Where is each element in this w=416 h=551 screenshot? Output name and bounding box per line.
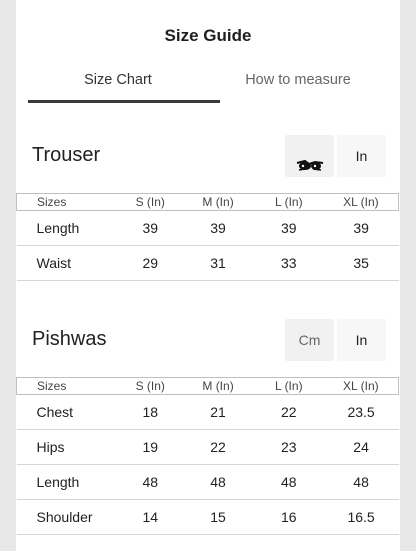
cell-m: 22: [182, 430, 254, 465]
trouser-unit-option-1[interactable]: [285, 135, 334, 177]
cell-m: 39: [182, 211, 254, 246]
header-s: S (In): [118, 194, 182, 211]
pishwas-size-table: [16, 377, 399, 535]
table-row: [17, 500, 399, 535]
trouser-size-table: [16, 193, 399, 281]
table-header-row: [17, 194, 399, 211]
cell-l: 48: [254, 465, 324, 500]
cell-m: 31: [182, 246, 254, 281]
cell-m: 15: [182, 500, 254, 535]
cell-m: 48: [182, 465, 254, 500]
row-label: Waist: [17, 246, 119, 281]
cell-xl: 35: [324, 246, 399, 281]
cell-m: 21: [182, 395, 254, 430]
active-tab-indicator: [28, 100, 220, 103]
page-title: Size Guide: [164, 26, 252, 45]
cell-s: 19: [118, 430, 182, 465]
left-gutter: [0, 0, 16, 551]
header-s: S (In): [118, 378, 182, 395]
pishwas-unit-cm[interactable]: Cm: [285, 319, 334, 361]
size-guide-panel: [16, 0, 400, 551]
row-label: Shoulder: [17, 500, 119, 535]
cell-l: 23: [254, 430, 324, 465]
trouser-title: Trouser: [32, 144, 101, 166]
row-label: Hips: [17, 430, 119, 465]
cell-xl: 48: [324, 465, 399, 500]
cell-s: 29: [118, 246, 182, 281]
tab-bar: [28, 62, 388, 104]
table-row: [17, 430, 399, 465]
header-sizes: Sizes: [17, 194, 119, 211]
cell-xl: 23.5: [324, 395, 399, 430]
cell-l: 33: [254, 246, 324, 281]
header-m: M (In): [182, 194, 254, 211]
cell-l: 16: [254, 500, 324, 535]
row-label: Chest: [17, 395, 119, 430]
cell-s: 14: [118, 500, 182, 535]
table-row: [17, 211, 399, 246]
right-gutter: [400, 0, 416, 551]
pishwas-unit-toggle: [285, 319, 383, 361]
row-label: Length: [17, 211, 119, 246]
tab-size-chart[interactable]: Size Chart: [84, 72, 152, 88]
header-l: L (In): [254, 194, 324, 211]
header-xl: XL (In): [324, 378, 399, 395]
cell-s: 18: [118, 395, 182, 430]
header-xl: XL (In): [324, 194, 399, 211]
trouser-unit-toggle: [285, 135, 383, 177]
cell-s: 39: [118, 211, 182, 246]
table-header-row: [17, 378, 399, 395]
cell-l: 39: [254, 211, 324, 246]
row-label: Length: [17, 465, 119, 500]
table-row: [17, 246, 399, 281]
cell-xl: 24: [324, 430, 399, 465]
pishwas-unit-in[interactable]: In: [337, 319, 386, 361]
header-m: M (In): [182, 378, 254, 395]
header-sizes: Sizes: [17, 378, 119, 395]
cell-xl: 16.5: [324, 500, 399, 535]
glasses-icon: [295, 147, 325, 189]
cell-s: 48: [118, 465, 182, 500]
cell-xl: 39: [324, 211, 399, 246]
table-row: [17, 395, 399, 430]
header-l: L (In): [254, 378, 324, 395]
tab-how-to-measure[interactable]: How to measure: [245, 72, 351, 88]
table-row: [17, 465, 399, 500]
pishwas-title: Pishwas: [32, 328, 107, 350]
cell-l: 22: [254, 395, 324, 430]
trouser-unit-in[interactable]: In: [337, 135, 386, 177]
